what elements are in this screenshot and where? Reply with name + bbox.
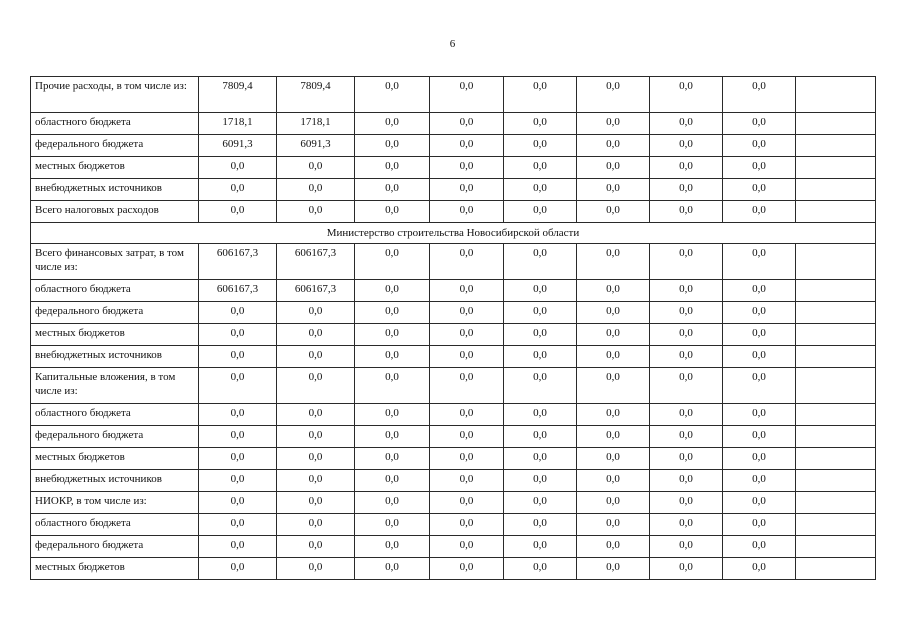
value-cell: 0,0: [277, 324, 355, 346]
notes-cell: [796, 280, 876, 302]
value-cell: 0,0: [430, 346, 504, 368]
value-cell: 0,0: [577, 404, 650, 426]
table-row: [31, 157, 876, 179]
value-cell: 0,0: [355, 113, 430, 135]
value-cell: 0,0: [277, 157, 355, 179]
value-cell: 0,0: [430, 448, 504, 470]
value-cell: 0,0: [430, 492, 504, 514]
value-cell: 606167,3: [199, 244, 277, 280]
value-cell: 0,0: [355, 492, 430, 514]
value-cell: 0,0: [199, 448, 277, 470]
table-row: [31, 244, 876, 280]
row-label: областного бюджета: [31, 404, 199, 426]
value-cell: 7809,4: [199, 77, 277, 113]
value-cell: 1718,1: [277, 113, 355, 135]
value-cell: 0,0: [504, 280, 577, 302]
value-cell: 0,0: [199, 179, 277, 201]
value-cell: 0,0: [277, 404, 355, 426]
value-cell: 0,0: [577, 470, 650, 492]
value-cell: 0,0: [355, 135, 430, 157]
value-cell: 0,0: [723, 514, 796, 536]
value-cell: 0,0: [577, 135, 650, 157]
notes-cell: [796, 324, 876, 346]
value-cell: 0,0: [723, 404, 796, 426]
notes-cell: [796, 492, 876, 514]
value-cell: 0,0: [199, 558, 277, 580]
value-cell: 0,0: [650, 201, 723, 223]
table-row: [31, 404, 876, 426]
value-cell: 0,0: [504, 157, 577, 179]
notes-cell: [796, 536, 876, 558]
table-row: [31, 135, 876, 157]
value-cell: 0,0: [430, 558, 504, 580]
value-cell: 6091,3: [199, 135, 277, 157]
value-cell: 0,0: [504, 492, 577, 514]
value-cell: 0,0: [430, 426, 504, 448]
notes-cell: [796, 558, 876, 580]
value-cell: 0,0: [430, 244, 504, 280]
row-label: Прочие расходы, в том числе из:: [31, 77, 199, 113]
value-cell: 0,0: [430, 302, 504, 324]
value-cell: 0,0: [723, 157, 796, 179]
notes-cell: [796, 179, 876, 201]
value-cell: 0,0: [277, 558, 355, 580]
value-cell: 0,0: [723, 536, 796, 558]
value-cell: 0,0: [504, 470, 577, 492]
table-row: [31, 77, 876, 113]
value-cell: 0,0: [504, 113, 577, 135]
value-cell: 0,0: [723, 470, 796, 492]
value-cell: 0,0: [577, 492, 650, 514]
value-cell: 0,0: [355, 179, 430, 201]
value-cell: 0,0: [277, 201, 355, 223]
value-cell: 0,0: [577, 77, 650, 113]
row-label: местных бюджетов: [31, 448, 199, 470]
value-cell: 0,0: [723, 448, 796, 470]
row-label: местных бюджетов: [31, 157, 199, 179]
table-row: [31, 302, 876, 324]
value-cell: 0,0: [577, 368, 650, 404]
value-cell: 0,0: [355, 244, 430, 280]
value-cell: 0,0: [650, 280, 723, 302]
value-cell: 0,0: [577, 426, 650, 448]
value-cell: 0,0: [577, 448, 650, 470]
table-row: [31, 514, 876, 536]
value-cell: 0,0: [504, 368, 577, 404]
row-label: Всего финансовых затрат, в том числе из:: [31, 244, 199, 280]
row-label: областного бюджета: [31, 514, 199, 536]
value-cell: 0,0: [199, 324, 277, 346]
table-row: [31, 113, 876, 135]
value-cell: 0,0: [504, 201, 577, 223]
value-cell: 0,0: [650, 113, 723, 135]
value-cell: 0,0: [355, 201, 430, 223]
value-cell: 0,0: [504, 302, 577, 324]
value-cell: 0,0: [355, 558, 430, 580]
value-cell: 0,0: [650, 426, 723, 448]
value-cell: 606167,3: [199, 280, 277, 302]
value-cell: 0,0: [650, 346, 723, 368]
value-cell: 0,0: [723, 324, 796, 346]
value-cell: 0,0: [723, 77, 796, 113]
row-label: областного бюджета: [31, 113, 199, 135]
budget-table: [30, 76, 876, 580]
table-row: [31, 368, 876, 404]
notes-cell: [796, 514, 876, 536]
value-cell: 0,0: [504, 448, 577, 470]
notes-cell: [796, 448, 876, 470]
notes-cell: [796, 346, 876, 368]
table-row: [31, 558, 876, 580]
notes-cell: [796, 426, 876, 448]
notes-cell: [796, 113, 876, 135]
value-cell: 0,0: [430, 157, 504, 179]
value-cell: 0,0: [355, 346, 430, 368]
notes-cell: [796, 135, 876, 157]
table-row: [31, 448, 876, 470]
table-body: [31, 77, 876, 580]
value-cell: 0,0: [355, 368, 430, 404]
value-cell: 0,0: [355, 470, 430, 492]
row-label: Всего налоговых расходов: [31, 201, 199, 223]
value-cell: 0,0: [723, 558, 796, 580]
value-cell: 0,0: [504, 135, 577, 157]
table-row: [31, 179, 876, 201]
value-cell: 0,0: [650, 368, 723, 404]
value-cell: 0,0: [355, 404, 430, 426]
value-cell: 0,0: [355, 324, 430, 346]
value-cell: 0,0: [650, 179, 723, 201]
value-cell: 0,0: [199, 302, 277, 324]
value-cell: 0,0: [723, 179, 796, 201]
value-cell: 0,0: [504, 514, 577, 536]
value-cell: 0,0: [430, 135, 504, 157]
value-cell: 0,0: [199, 157, 277, 179]
value-cell: 0,0: [504, 324, 577, 346]
value-cell: 0,0: [430, 324, 504, 346]
value-cell: 7809,4: [277, 77, 355, 113]
value-cell: 0,0: [277, 368, 355, 404]
value-cell: 0,0: [430, 404, 504, 426]
value-cell: 0,0: [355, 77, 430, 113]
value-cell: 0,0: [650, 558, 723, 580]
value-cell: 0,0: [504, 179, 577, 201]
value-cell: 0,0: [650, 157, 723, 179]
value-cell: 0,0: [430, 470, 504, 492]
value-cell: 0,0: [577, 558, 650, 580]
value-cell: 606167,3: [277, 244, 355, 280]
value-cell: 0,0: [504, 244, 577, 280]
value-cell: 0,0: [199, 426, 277, 448]
value-cell: 0,0: [277, 448, 355, 470]
value-cell: 0,0: [577, 113, 650, 135]
value-cell: 0,0: [504, 536, 577, 558]
value-cell: 0,0: [723, 280, 796, 302]
row-label: НИОКР, в том числе из:: [31, 492, 199, 514]
value-cell: 0,0: [430, 536, 504, 558]
section-header-row: [31, 223, 876, 244]
table-row: [31, 280, 876, 302]
value-cell: 0,0: [650, 536, 723, 558]
notes-cell: [796, 368, 876, 404]
value-cell: 0,0: [355, 448, 430, 470]
row-label: внебюджетных источников: [31, 179, 199, 201]
value-cell: 0,0: [277, 346, 355, 368]
table-row: [31, 492, 876, 514]
row-label: местных бюджетов: [31, 324, 199, 346]
value-cell: 0,0: [650, 492, 723, 514]
value-cell: 0,0: [723, 302, 796, 324]
value-cell: 0,0: [430, 201, 504, 223]
value-cell: 0,0: [355, 302, 430, 324]
value-cell: 0,0: [650, 324, 723, 346]
value-cell: 0,0: [199, 368, 277, 404]
value-cell: 0,0: [577, 536, 650, 558]
value-cell: 6091,3: [277, 135, 355, 157]
value-cell: 0,0: [504, 77, 577, 113]
row-label: федерального бюджета: [31, 536, 199, 558]
value-cell: 0,0: [650, 470, 723, 492]
value-cell: 0,0: [504, 346, 577, 368]
row-label: областного бюджета: [31, 280, 199, 302]
value-cell: 0,0: [577, 244, 650, 280]
value-cell: 0,0: [650, 135, 723, 157]
value-cell: 606167,3: [277, 280, 355, 302]
value-cell: 0,0: [577, 157, 650, 179]
value-cell: 0,0: [277, 470, 355, 492]
value-cell: 0,0: [430, 77, 504, 113]
row-label: федерального бюджета: [31, 302, 199, 324]
value-cell: 0,0: [504, 404, 577, 426]
value-cell: 0,0: [277, 426, 355, 448]
row-label: Капитальные вложения, в том числе из:: [31, 368, 199, 404]
value-cell: 0,0: [199, 201, 277, 223]
notes-cell: [796, 244, 876, 280]
value-cell: 0,0: [577, 514, 650, 536]
notes-cell: [796, 201, 876, 223]
value-cell: 0,0: [355, 426, 430, 448]
row-label: местных бюджетов: [31, 558, 199, 580]
value-cell: 0,0: [430, 179, 504, 201]
notes-cell: [796, 77, 876, 113]
value-cell: 0,0: [577, 280, 650, 302]
value-cell: 0,0: [650, 244, 723, 280]
value-cell: 0,0: [277, 302, 355, 324]
notes-cell: [796, 404, 876, 426]
value-cell: 1718,1: [199, 113, 277, 135]
value-cell: 0,0: [723, 244, 796, 280]
value-cell: 0,0: [430, 280, 504, 302]
row-label: внебюджетных источников: [31, 470, 199, 492]
value-cell: 0,0: [650, 404, 723, 426]
value-cell: 0,0: [199, 470, 277, 492]
value-cell: 0,0: [199, 514, 277, 536]
row-label: федерального бюджета: [31, 426, 199, 448]
value-cell: 0,0: [199, 536, 277, 558]
value-cell: 0,0: [577, 201, 650, 223]
value-cell: 0,0: [723, 346, 796, 368]
value-cell: 0,0: [650, 302, 723, 324]
value-cell: 0,0: [355, 280, 430, 302]
value-cell: 0,0: [504, 426, 577, 448]
value-cell: 0,0: [277, 536, 355, 558]
notes-cell: [796, 470, 876, 492]
value-cell: 0,0: [199, 404, 277, 426]
value-cell: 0,0: [650, 77, 723, 113]
notes-cell: [796, 157, 876, 179]
value-cell: 0,0: [650, 514, 723, 536]
value-cell: 0,0: [277, 179, 355, 201]
value-cell: 0,0: [430, 113, 504, 135]
section-header: Министерство строительства Новосибирской области: [31, 223, 876, 244]
value-cell: 0,0: [277, 514, 355, 536]
value-cell: 0,0: [430, 514, 504, 536]
table-row: [31, 346, 876, 368]
row-label: внебюджетных источников: [31, 346, 199, 368]
value-cell: 0,0: [355, 514, 430, 536]
value-cell: 0,0: [430, 368, 504, 404]
table-row: [31, 470, 876, 492]
value-cell: 0,0: [723, 135, 796, 157]
value-cell: 0,0: [504, 558, 577, 580]
table-row: [31, 324, 876, 346]
value-cell: 0,0: [723, 368, 796, 404]
value-cell: 0,0: [355, 157, 430, 179]
value-cell: 0,0: [650, 448, 723, 470]
value-cell: 0,0: [723, 426, 796, 448]
value-cell: 0,0: [199, 492, 277, 514]
table-row: [31, 201, 876, 223]
table-row: [31, 536, 876, 558]
value-cell: 0,0: [723, 201, 796, 223]
value-cell: 0,0: [277, 492, 355, 514]
value-cell: 0,0: [355, 536, 430, 558]
page-number: 6: [449, 38, 456, 50]
value-cell: 0,0: [199, 346, 277, 368]
value-cell: 0,0: [577, 302, 650, 324]
notes-cell: [796, 302, 876, 324]
row-label: федерального бюджета: [31, 135, 199, 157]
value-cell: 0,0: [723, 113, 796, 135]
value-cell: 0,0: [577, 324, 650, 346]
table-row: [31, 426, 876, 448]
value-cell: 0,0: [577, 179, 650, 201]
value-cell: 0,0: [577, 346, 650, 368]
value-cell: 0,0: [723, 492, 796, 514]
